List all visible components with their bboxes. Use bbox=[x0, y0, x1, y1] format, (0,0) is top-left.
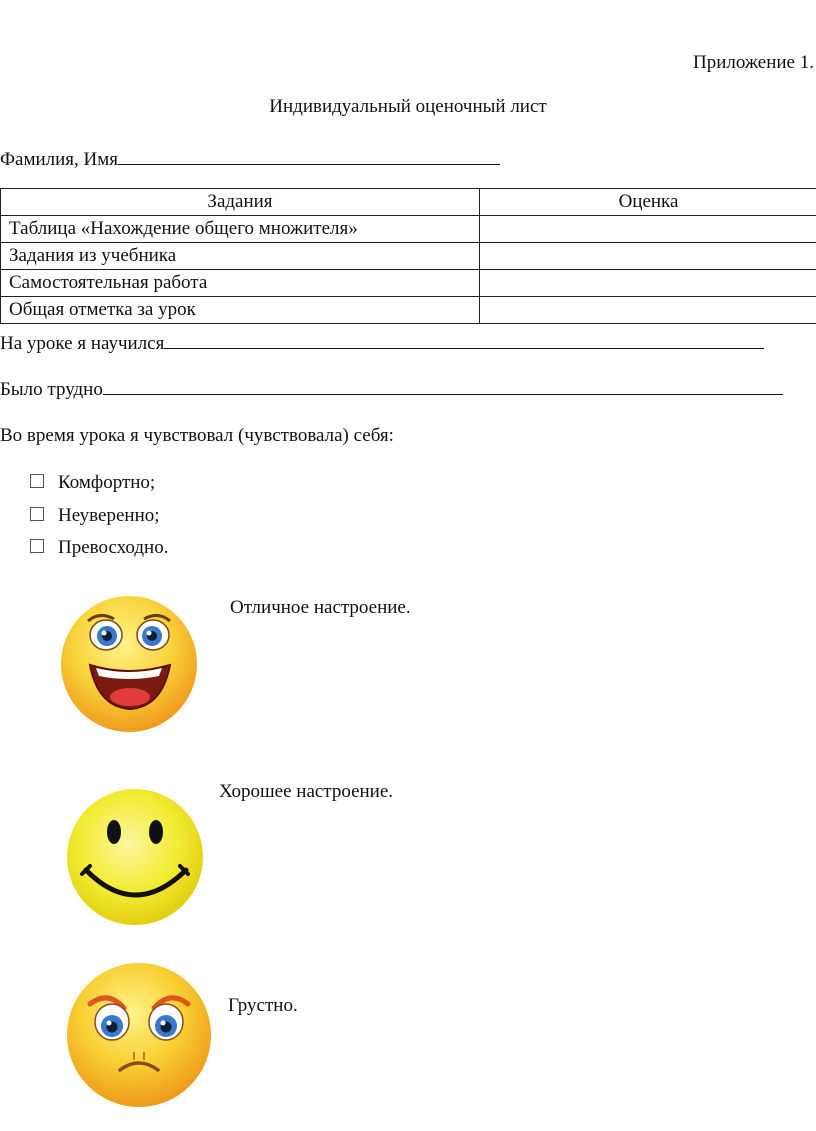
appendix-label: Приложение 1. bbox=[693, 52, 814, 73]
grade-cell[interactable] bbox=[480, 297, 816, 324]
table-row bbox=[1, 243, 816, 270]
feeling-option-label: Неуверенно; bbox=[58, 505, 160, 526]
hard-label: Было трудно bbox=[0, 379, 103, 400]
name-field-underline[interactable] bbox=[118, 146, 500, 165]
hard-underline[interactable] bbox=[103, 376, 783, 395]
grade-cell[interactable] bbox=[480, 270, 816, 297]
task-cell: Общая отметка за урок bbox=[1, 297, 480, 324]
checkbox-icon[interactable] bbox=[30, 474, 44, 488]
learned-field[interactable] bbox=[0, 330, 764, 355]
checkbox-icon[interactable] bbox=[30, 507, 44, 521]
mood-label: Отличное настроение. bbox=[230, 597, 411, 618]
task-cell: Самостоятельная работа bbox=[1, 270, 480, 297]
column-header-grade: Оценка bbox=[480, 189, 816, 216]
table-header-row bbox=[1, 189, 816, 216]
feeling-option-label: Комфортно; bbox=[58, 472, 156, 493]
task-cell: Задания из учебника bbox=[1, 243, 480, 270]
laughing-smiley-icon bbox=[58, 593, 200, 735]
feeling-prompt: Во время урока я чувствовал (чувствовала) себя: bbox=[0, 425, 394, 446]
table-row bbox=[1, 216, 816, 243]
task-cell: Таблица «Нахождение общего множителя» bbox=[1, 216, 480, 243]
feeling-option[interactable] bbox=[30, 537, 168, 559]
grades-table bbox=[0, 188, 816, 324]
mood-label: Хорошее настроение. bbox=[219, 781, 394, 802]
checkbox-icon[interactable] bbox=[30, 539, 44, 553]
name-field-label: Фамилия, Имя bbox=[0, 149, 119, 170]
grade-cell[interactable] bbox=[480, 243, 816, 270]
table-row bbox=[1, 297, 816, 324]
learned-underline[interactable] bbox=[164, 330, 764, 349]
grade-cell[interactable] bbox=[480, 216, 816, 243]
name-field[interactable] bbox=[0, 146, 500, 171]
feeling-option-label: Превосходно. bbox=[58, 537, 169, 558]
hard-field[interactable] bbox=[0, 376, 783, 401]
document-title: Индивидуальный оценочный лист bbox=[269, 96, 547, 117]
table-row bbox=[1, 270, 816, 297]
feeling-option[interactable] bbox=[30, 505, 160, 527]
column-header-tasks: Задания bbox=[1, 189, 480, 216]
sad-smiley-icon bbox=[64, 960, 214, 1110]
mood-label: Грустно. bbox=[228, 995, 298, 1016]
learned-label: На уроке я научился bbox=[0, 333, 165, 354]
feeling-option[interactable] bbox=[30, 472, 155, 494]
smiling-smiley-icon bbox=[64, 786, 206, 928]
